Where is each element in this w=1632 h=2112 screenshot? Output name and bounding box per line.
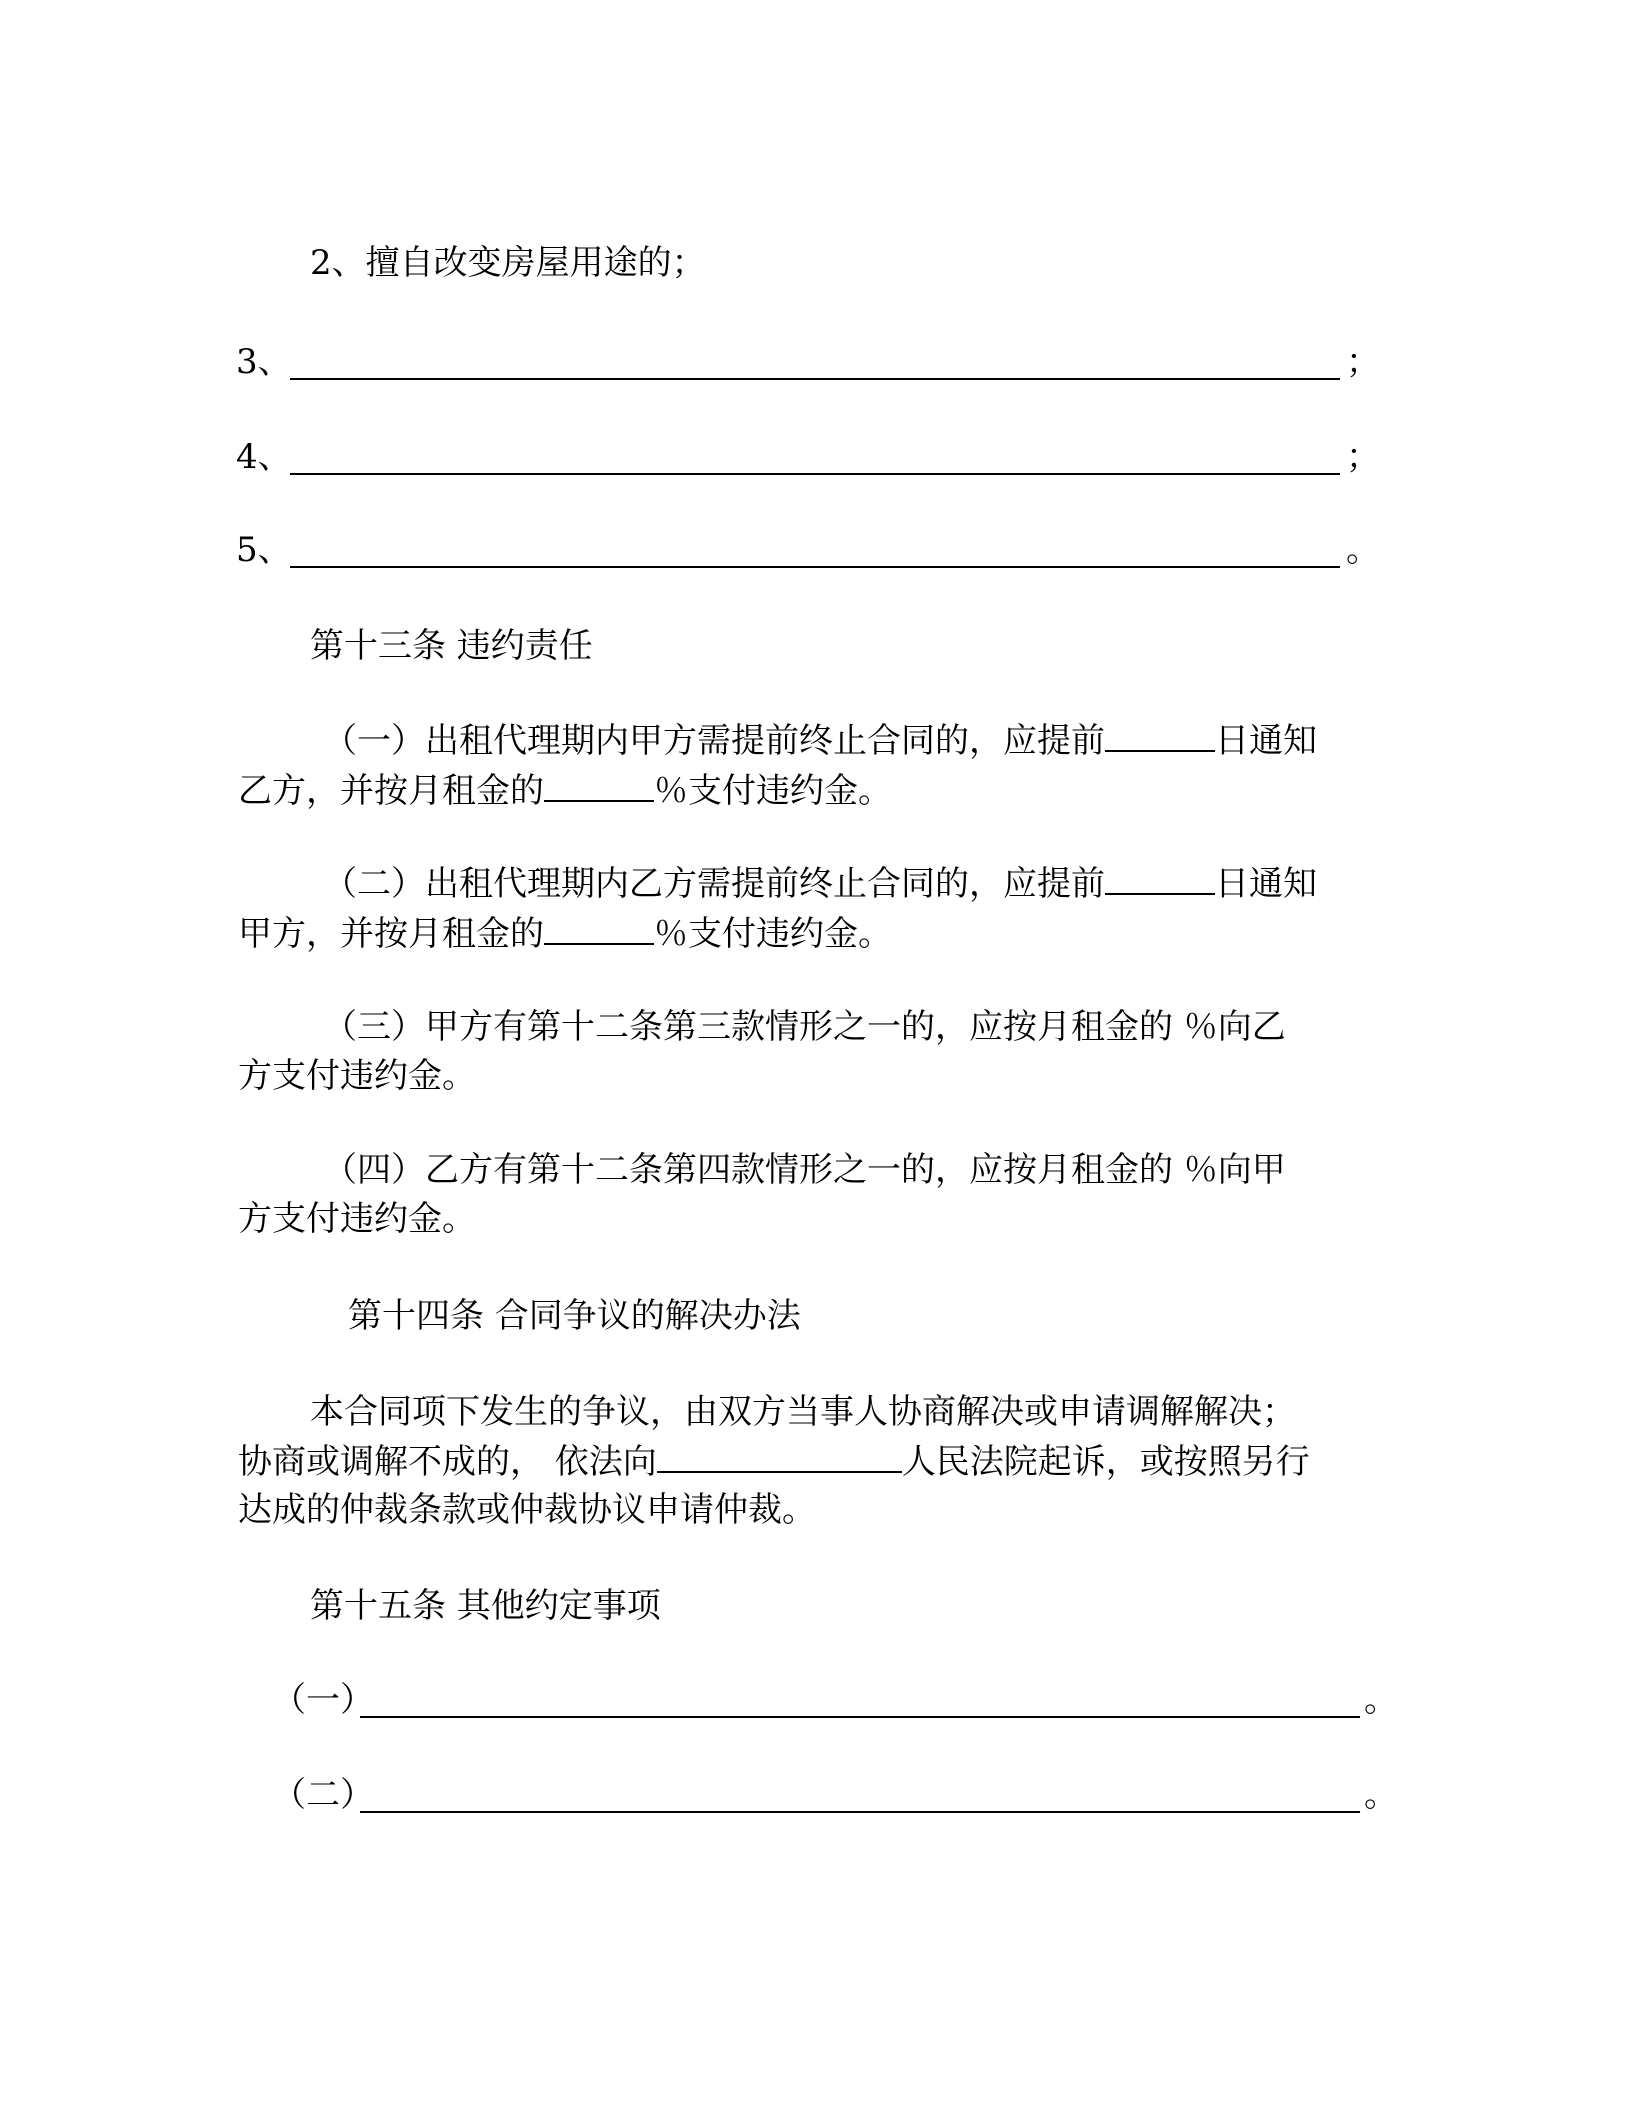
article-13-p4-line2: 方支付违约金。 [238, 1199, 476, 1239]
blank-item-label: （一） [272, 1680, 374, 1720]
text-segment: （一）出租代理期内甲方需提前终止合同的，应提前 [323, 721, 1105, 761]
article-13-p2-line2 [238, 913, 892, 954]
article-13-p3-line1: （三）甲方有第十二条第三款情形之一的，应按月租金的 ％向乙 [323, 1007, 1286, 1047]
text-segment: 乙方，并按月租金的 [238, 771, 544, 811]
fill-in-line [290, 378, 1340, 380]
article-13-p2-line1 [323, 863, 1317, 904]
blank-item-end: 。 [1364, 1680, 1398, 1720]
clause-item-2: 2、擅自改变房屋用途的； [310, 243, 706, 283]
article-13-p1-line1 [323, 720, 1317, 761]
text-segment: 甲方，并按月租金的 [238, 914, 544, 954]
blank-item-label: 4、 [236, 437, 292, 477]
article-14-line2 [238, 1441, 1310, 1482]
blank-item-3 [236, 342, 1380, 382]
text-segment: ％支付违约金。 [654, 914, 892, 954]
text-segment: 日通知 [1215, 721, 1317, 761]
fill-in-blank [1105, 863, 1215, 895]
text-segment: （二）出租代理期内乙方需提前终止合同的，应提前 [323, 864, 1105, 904]
fill-in-line [290, 473, 1340, 475]
text-segment: ％支付违约金。 [654, 771, 892, 811]
fill-in-line [360, 1716, 1360, 1718]
blank-item-end: 。 [1364, 1775, 1398, 1815]
blank-item-end: ； [1346, 437, 1380, 477]
fill-in-blank [657, 1441, 902, 1473]
blank-item-end: ； [1346, 342, 1380, 382]
fill-in-line [360, 1811, 1360, 1813]
blank-item-label: 5、 [236, 530, 292, 570]
article-14-line1: 本合同项下发生的争议，由双方当事人协商解决或申请调解解决； [310, 1392, 1296, 1432]
other-item-2 [272, 1775, 1398, 1815]
other-item-1 [272, 1680, 1398, 1720]
text-segment: 日通知 [1215, 864, 1317, 904]
article-15-heading: 第十五条 其他约定事项 [310, 1586, 661, 1626]
article-14-line3: 达成的仲裁条款或仲裁协议申请仲裁。 [238, 1490, 816, 1530]
fill-in-blank [544, 770, 654, 802]
article-13-heading: 第十三条 违约责任 [310, 626, 593, 666]
fill-in-blank [1105, 720, 1215, 752]
blank-item-5 [236, 530, 1380, 570]
fill-in-blank [544, 913, 654, 945]
blank-item-end: 。 [1346, 530, 1380, 570]
text-segment: 协商或调解不成的， 依法向 [238, 1442, 657, 1482]
article-13-p4-line1: （四）乙方有第十二条第四款情形之一的，应按月租金的 ％向甲 [323, 1150, 1286, 1190]
article-13-p1-line2 [238, 770, 892, 811]
fill-in-line [290, 566, 1340, 568]
blank-item-label: 3、 [236, 342, 292, 382]
text-segment: 人民法院起诉，或按照另行 [901, 1442, 1310, 1482]
blank-item-label: （二） [272, 1775, 374, 1815]
article-13-p3-line2: 方支付违约金。 [238, 1056, 476, 1096]
blank-item-4 [236, 437, 1380, 477]
article-14-heading: 第十四条 合同争议的解决办法 [348, 1296, 801, 1336]
